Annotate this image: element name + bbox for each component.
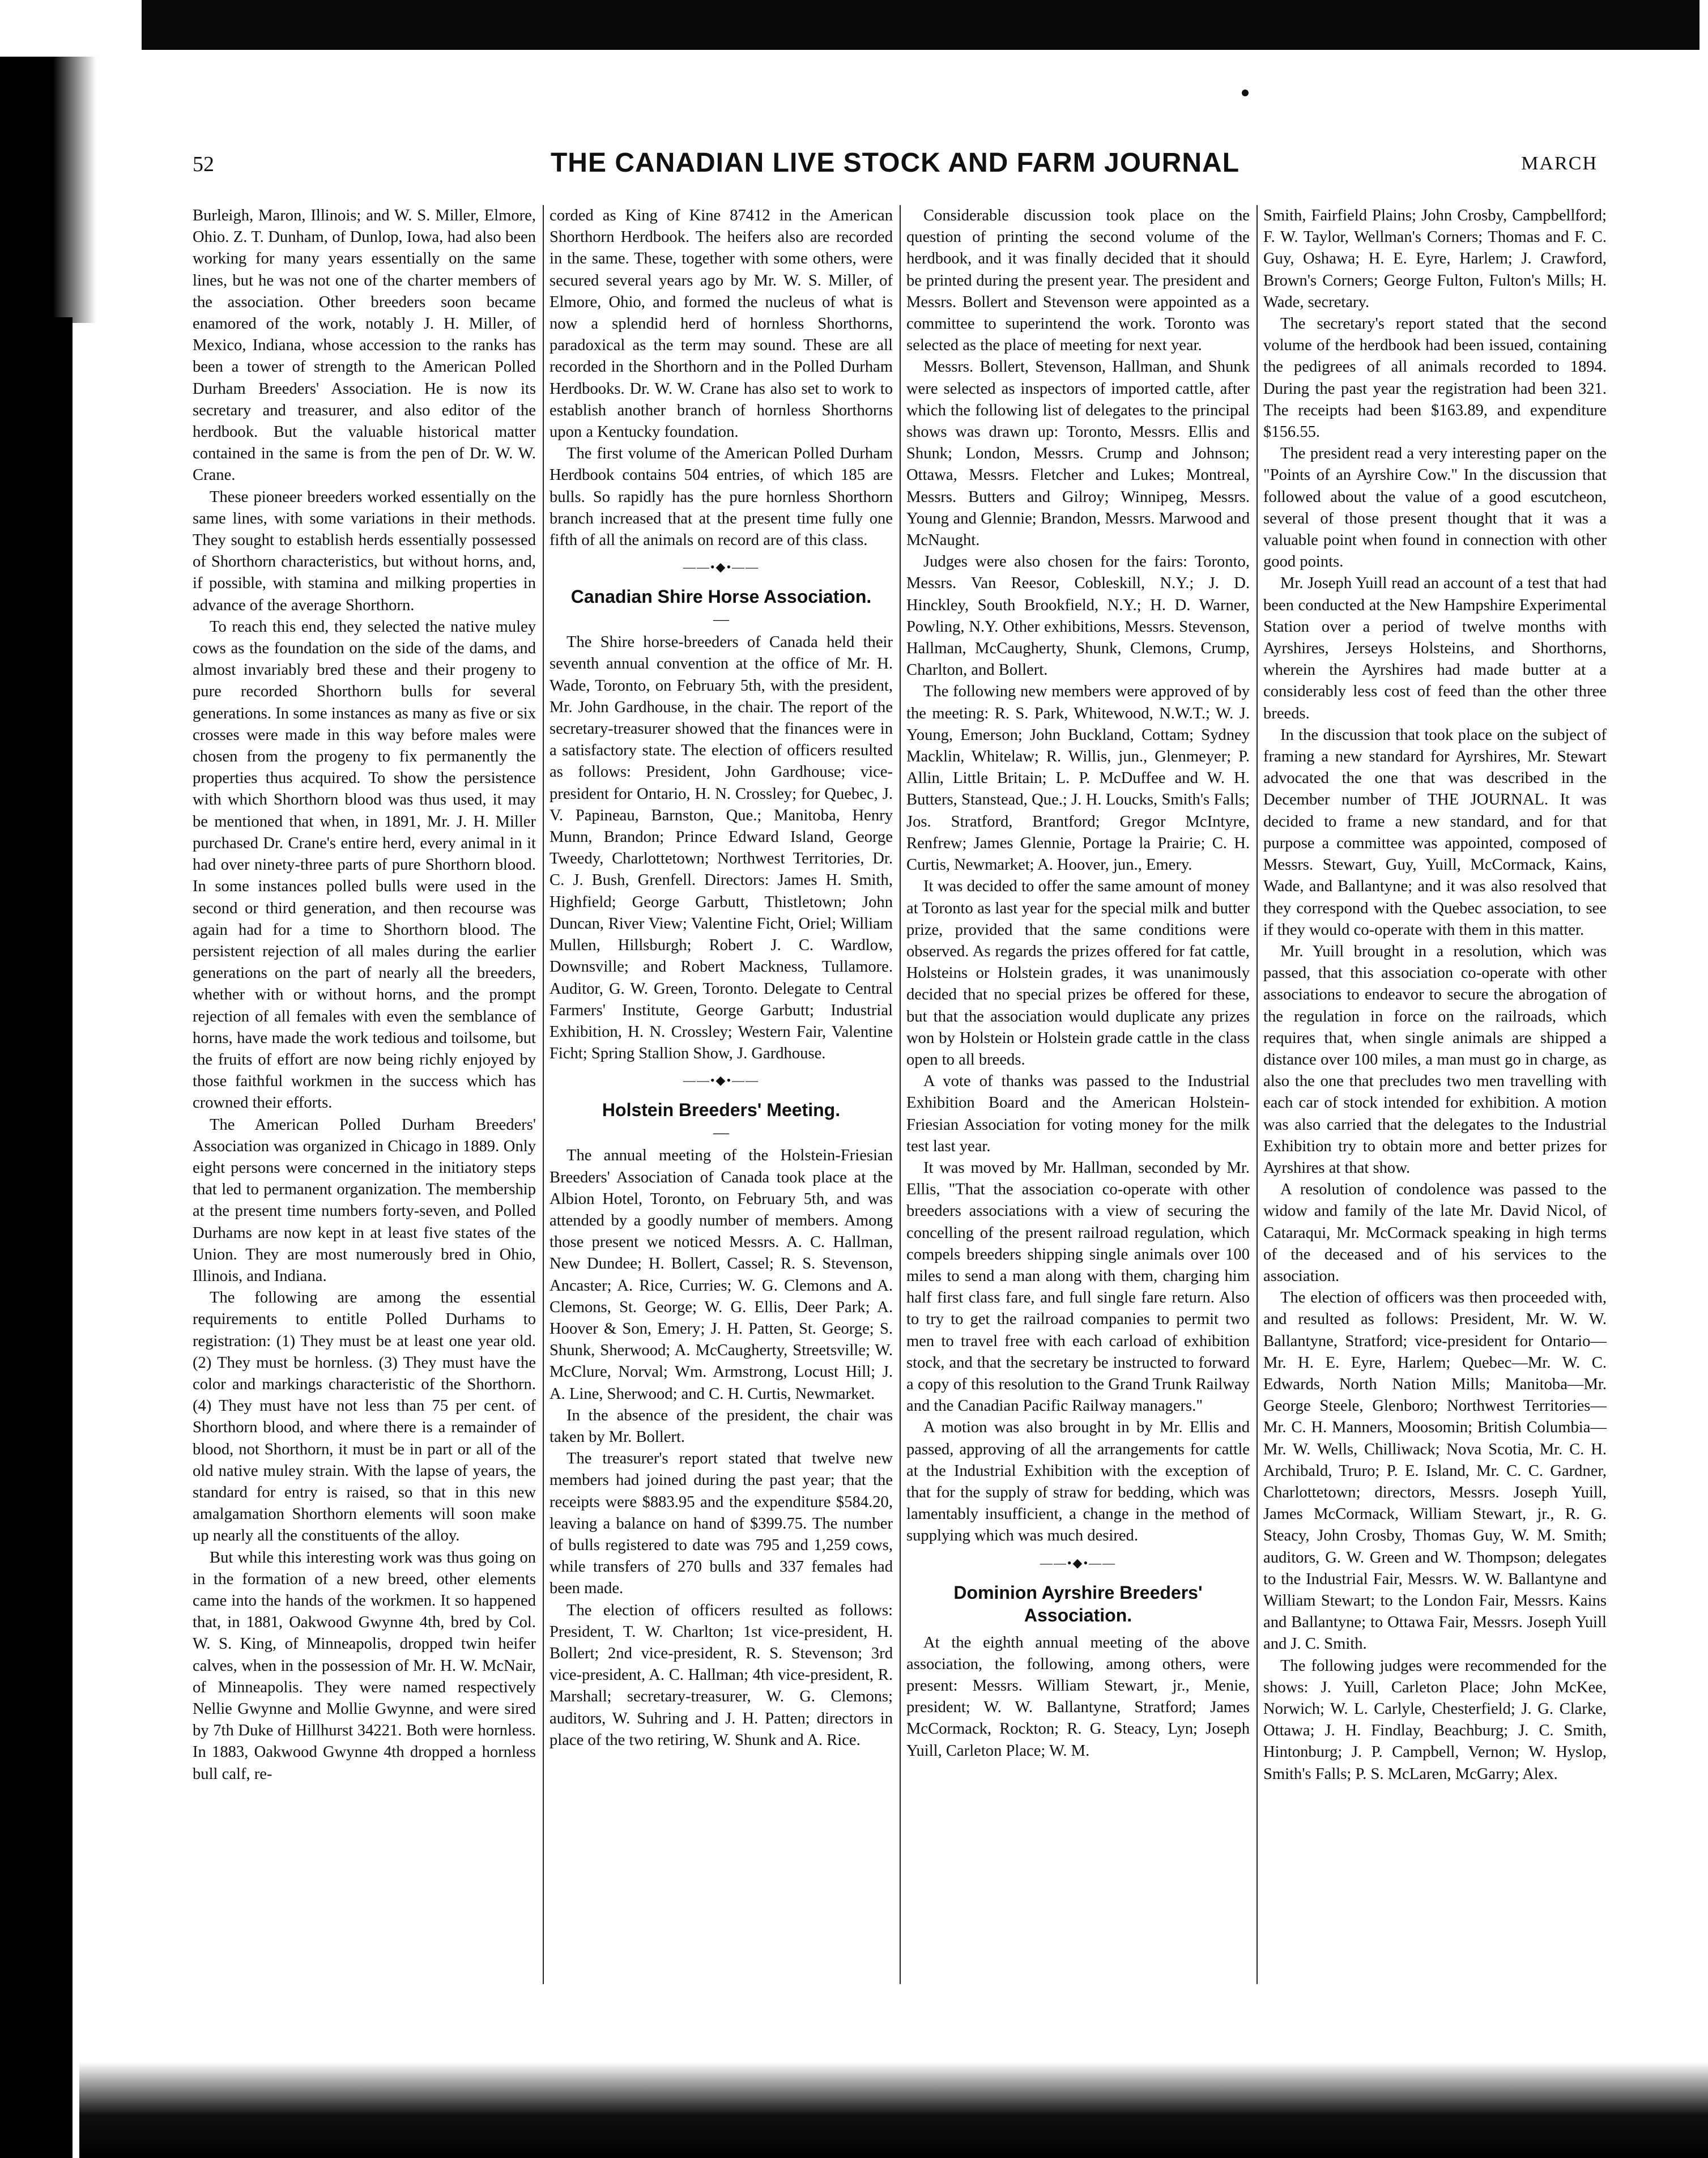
paragraph: Smith, Fairfield Plains; John Crosby, Campbellford; F. W. Taylor, Wellman's Corners; Thomas and F. C. Guy, Oshawa; H. E. Eyre, Harlem; J. Crawford, Brown's Corners; George Fulton, Fulton's Mills; H. Wade, secretary.	[1263, 207, 1607, 311]
paragraph: At the eighth annual meeting of the above association, the following, among others, were present: Messrs. William Stewart, jr., Menie, president; W. W. Ballantyne, Stratford; James McCormack, Rockton; R. G. Steacy, Lyn; Joseph Yuill, Carleton Place; W. M.	[906, 1633, 1250, 1760]
page-header	[193, 147, 1598, 181]
heading-dash: —	[713, 611, 729, 629]
section-heading-shire-horse: Canadian Shire Horse Association.	[570, 586, 872, 607]
paragraph: The annual meeting of the Holstein-Friesian Breeders' Association of Canada took place at the Albion Hotel, Toronto, on February 5th, and was attended by a goodly number of members. Among those present we noticed Messrs. A. C. Hallman, New Dundee; H. Bollert, Cassel; R. S. Stevenson, Ancaster; A. Rice, Curries; W. G. Clemons and A. Clemons, St. George; W. G. Ellis, Deer Park; A. Hoover & Son, Emery; J. H. Patten, St. George; S. Shunk, Sherwood; A. McCaugherty, Streetsville; W. McClure, Norval; Wm. Armstrong, Locust Hill; J. A. Line, Sherwood; and C. H. Curtis, Newmarket.	[550, 1147, 893, 1403]
paragraph: The first volume of the American Polled Durham Herdbook contains 504 entries, of which 185 are bulls. So rapidly has the pure hornless Shorthorn branch increased that at the present time fully one fifth of all the animals on record are of this class.	[550, 445, 893, 550]
scan-bottom-border	[79, 2062, 1708, 2158]
scan-left-smudge	[0, 57, 96, 323]
ink-speck	[1242, 90, 1249, 96]
paragraph: Considerable discussion took place on the question of printing the second volume of the herdbook, and it was finally decided that it should be printed during the present year. The president and Messrs. Bollert and Stevenson were appointed as a committee to superintend the work. Toronto was selected as the place of meeting for next year.	[906, 207, 1250, 355]
column-rule	[1256, 205, 1258, 1984]
paragraph: The following judges were recommended for the shows: J. Yuill, Carleton Place; John McKee, Norwich; W. L. Carlyle, Chesterfield; J. G. Clarke, Ottawa; J. H. Findlay, Beachburg; J. C. Smith, Hintonburg; J. P. Campbell, Vernon; W. Hyslop, Smith's Falls; P. S. McLaren, McGarry; Alex.	[1263, 1657, 1607, 1783]
paragraph: The Shire horse-breeders of Canada held their seventh annual convention at the office of Mr. H. Wade, Toronto, on February 5th, with the president, Mr. John Gardhouse, in the chair. The report of the secretary-treasurer showed that the finances were in a satisfactory state. The election of officers resulted as follows: President, John Gardhouse; vice-president for Ontario, H. N. Crossley; for Quebec, J. V. Papineau, Barnston, Que.; Manitoba, Henry Munn, Brandon; Prince Edward Island, George Tweedy, Charlottetown; Northwest Territories, Dr. C. J. Bush, Grenfell. Directors: James H. Smith, Highfield; George Garbutt, Thistletown; John Duncan, River View; Valentine Ficht, Oriel; William Mullen, Hillsburgh; Robert J. C. Wardlow, Downsville; and Robert Mackness, Tullamore. Auditor, G. W. Green, Toronto. Delegate to Central Farmers' Institute, George Garbutt; Industrial Exhibition, H. N. Crossley; Western Fair, Valentine Ficht; Spring Stallion Show, J. Gardhouse.	[550, 633, 893, 1063]
paragraph: corded as King of Kine 87412 in the American Shorthorn Herdbook. The heifers also are recorded in the same. These, together with some others, were secured several years ago by Mr. W. S. Miller, of Elmore, Ohio, and formed the nucleus of what is now a splendid herd of hornless Shorthorns, paradoxical as the term may sound. These are all recorded in the Shorthorn and in the Polled Durham Herdbooks. Dr. W. W. Crane has also set to work to establish another branch of hornless Shorthorns upon a Kentucky foundation.	[550, 207, 893, 441]
scan-top-border	[142, 0, 1700, 50]
paragraph: A motion was also brought in by Mr. Ellis and passed, approving of all the arrangements for cattle at the Industrial Exhibition with the exception of that for the supply of straw for bedding, which was lamentably insufficient, a change in the method of supplying which was much desired.	[906, 1419, 1250, 1545]
paragraph: Messrs. Bollert, Stevenson, Hallman, and Shunk were selected as inspectors of imported cattle, after which the following list of delegates to the principal shows was drawn up: Toronto, Messrs. Ellis and Shunk; London, Messrs. Crump and Johnson; Ottawa, Messrs. Fletcher and Lukes; Montreal, Messrs. Butters and Gilroy; Winnipeg, Messrs. Young and Glennie; Brandon, Messrs. Marwood and McNaught.	[906, 358, 1250, 550]
paragraph: Burleigh, Maron, Illinois; and W. S. Miller, Elmore, Ohio. Z. T. Dunham, of Dunlop, Iowa, had also been working for many years essentially on the same lines, but he was not one of the charter members of the association. Other breeders soon became enamored of the work, notably J. H. Miller, of Mexico, Indiana, whose accession to the ranks has been a tower of strength to the American Polled Durham Breeders' Association. He is now its secretary and treasurer, and also editor of the herdbook. But the valuable historical matter contained in the same is from the pen of Dr. W. W. Crane.	[193, 207, 536, 484]
paragraph: It was decided to offer the same amount of money at Toronto as last year for the special milk and butter prize, provided that the same conditions were observed. As regards the prizes offered for fat cattle, Holsteins or Holstein grades, it was unanimously decided that no special prizes be offered for these, but that the association would duplicate any prizes won by Holstein or Holstein grade cattle in the class open to all breeds.	[906, 878, 1250, 1069]
paragraph: The president read a very interesting paper on the "Points of an Ayrshire Cow." In the discussion that followed about the value of a good escutcheon, several of those present thought that it was a valuable point when found in connection with other good points.	[1263, 445, 1607, 571]
column-2	[550, 205, 893, 1978]
paragraph: Mr. Joseph Yuill read an account of a test that had been conducted at the New Hampshire Experimental Station over a period of twelve months with Ayrshires, Jerseys Holsteins, and Shorthorns, wherein the Ayrshires had made butter at a considerably less cost of feed than the other three breeds.	[1263, 574, 1607, 722]
paragraph: A vote of thanks was passed to the Industrial Exhibition Board and the American Holstein-Friesian Association for voting money for the milk test last year.	[906, 1072, 1250, 1155]
paragraph: In the absence of the president, the chair was taken by Mr. Bollert.	[550, 1406, 893, 1446]
journal-title: THE CANADIAN LIVE STOCK AND FARM JOURNAL	[550, 148, 1240, 178]
paragraph: The following are among the essential requirements to entitle Polled Durhams to registration: (1) They must be at least one year old. (2) They must be hornless. (3) They must have the color and markings characteristic of the Shorthorn. (4) They must have not less than 75 per cent. of Shorthorn blood, and where there is a remainder of blood, not Shorthorn, it must be in part or all of the old native muley strain. With the lapse of years, the standard for entry is raised, so that in this new amalgamation Shorthorn elements will soon make up nearly all the constituents of the alloy.	[193, 1289, 536, 1545]
paragraph: A resolution of condolence was passed to the widow and family of the late Mr. David Nicol, of Cataraqui, Mr. McCormack speaking in high terms of the deceased and of his services to the association.	[1263, 1181, 1607, 1285]
paragraph: The American Polled Durham Breeders' Association was organized in Chicago in 1889. Only eight persons were concerned in the initiatory steps that led to permanent organization. The membership at the present time numbers forty-seven, and Polled Durhams are now kept in at least five states of the Union. They are most numerously bred in Ohio, Illinois, and Indiana.	[193, 1116, 536, 1285]
column-1	[193, 205, 536, 1978]
page-number: 52	[193, 152, 214, 176]
paragraph: To reach this end, they selected the native muley cows as the foundation on the side of the dams, and almost invariably bred these and their progeny to pure recorded Shorthorn bulls for several generations. In some instances as many as five or six crosses were made in this way before males were chosen from the progeny to fix permanently the properties thus acquired. To show the persistence with which Shorthorn blood was thus used, it may be mentioned that when, in 1891, Mr. J. H. Miller purchased Dr. Crane's entire herd, every animal in it had over ninety-three parts of pure Shorthorn blood. In some instances polled bulls were used in the second or third generation, and then recourse was again had for a time to Shorthorn blood. The persistent rejection of all males during the earlier generations on the part of nearly all the breeders, whether with or without horns, and the prompt rejection of all females with even the semblance of horns, have made the work tedious and toilsome, but the fruits of effort are now being richly enjoyed by those faithful workmen in the success which has crowned their efforts.	[193, 618, 536, 1112]
paragraph: The secretary's report stated that the second volume of the herdbook had been issued, containing the pedigrees of all animals recorded to 1894. During the past year the registration had been 321. The receipts had been $163.89, and expenditure $156.55.	[1263, 315, 1607, 441]
paragraph: Mr. Yuill brought in a resolution, which was passed, that this association co-operate with other associations to endeavor to secure the abrogation of the regulation in force on the railroads, which requires that, when single animals are shipped a distance over 100 miles, a man must go in charge, as also the one that precludes two men travelling with each car of stock intended for exhibition. A motion was also carried that the delegates to the Industrial Exhibition try to obtain more and better prizes for Ayrshires at that show.	[1263, 942, 1607, 1177]
section-heading-holstein: Holstein Breeders' Meeting.	[602, 1100, 841, 1121]
paragraph: But while this interesting work was thus going on in the formation of a new breed, other elements came into the hands of the workmen. It so happened that, in 1881, Oakwood Gwynne 4th, bred by Col. W. S. King, of Minneapolis, dropped twin heifer calves, when in the possession of Mr. H. W. McNair, of Minneapolis. They were named respectively Nellie Gwynne and Mollie Gwynne, and were sired by 7th Duke of Hillhurst 34221. Both were hornless. In 1883, Oakwood Gwynne 4th dropped a hornless bull calf, re-	[193, 1548, 536, 1783]
column-3	[906, 205, 1250, 1978]
paragraph: These pioneer breeders worked essentially on the same lines, with some variations in their methods. They sought to establish herds essentially possessed of Shorthorn characteristics, but without horns, and, if possible, with stamina and milking properties in advance of the average Shorthorn.	[193, 488, 536, 614]
column-rule	[900, 205, 901, 1984]
section-ornament: ——•◆•——	[683, 1073, 760, 1088]
heading-dash: —	[713, 1124, 729, 1142]
paragraph: It was moved by Mr. Hallman, seconded by Mr. Ellis, "That the association co-operate with other breeders associations with a view of securing the concelling of the present railroad regulation, which compels breeders shipping single animals over 100 miles to send a man along with them, charging him half first class fare, and full single fare return. Also to try to get the railroad companies to permit two men to travel free with each carload of exhibition stock, and that the secretary be instructed to forward a copy of this resolution to the Grand Trunk Railway and the Canadian Pacific Railway managers."	[906, 1159, 1250, 1415]
column-4	[1263, 205, 1607, 1978]
section-ornament: ——•◆•——	[683, 560, 760, 574]
paragraph: The election of officers resulted as follows: President, T. W. Charlton; 1st vice-president, H. Bollert; 2nd vice-president, R. S. Stevenson; 3rd vice-president, A. C. Hallman; 4th vice-president, R. Marshall; secretary-treasurer, W. G. Clemons; auditors, W. Suhring and J. H. Patten; directors in place of the two retiring, W. Shunk and A. Rice.	[550, 1601, 893, 1749]
paragraph: In the discussion that took place on the subject of framing a new standard for Ayrshires, Mr. Stewart advocated the one that was described in the December number of THE JOURNAL. It was decided to frame a new standard, and for that purpose a committee was appointed, composed of Messrs. Stewart, Guy, Yuill, McCormack, Kains, Wade, and Ballantyne; and it was also resolved that they correspond with the Quebec association, to see if they would co-operate with them in this matter.	[1263, 726, 1607, 939]
issue-month: MARCH	[1521, 153, 1598, 174]
scan-left-border	[0, 317, 73, 2158]
paragraph: The treasurer's report stated that twelve new members had joined during the past year; that the receipts were $883.95 and the expenditure $584.20, leaving a balance on hand of $399.75. The number of bulls registered to date was 795 and 1,259 cows, while transfers of 270 bulls and 337 females had been made.	[550, 1450, 893, 1598]
section-heading-ayrshire: Dominion Ayrshire Breeders' Association.	[953, 1582, 1203, 1625]
paragraph: The following new members were approved of by the meeting: R. S. Park, Whitewood, N.W.T.; W. J. Young, Emerson; John Buckland, Cottam; Sydney Macklin, Whitelaw; R. Willis, jun., Glenmeyer; P. Allin, Little Britain; L. P. McDuffee and W. H. Butters, Stanstead, Que.; J. H. Loucks, Smith's Falls; Jos. Stratford, Brantford; Gregor McIntyre, Renfrew; James Glennie, Portage la Prairie; C. H. Curtis, Newmarket; A. Hoover, jun., Emery.	[906, 683, 1250, 874]
column-rule	[543, 205, 544, 1984]
section-ornament: ——•◆•——	[1040, 1555, 1117, 1570]
paragraph: Judges were also chosen for the fairs: Toronto, Messrs. Van Reesor, Cobleskill, N.Y.; J. D. Hinckley, South Brookfield, N.Y.; H. D. Warner, Powling, N.Y. Other exhibitions, Messrs. Stevenson, Hallman, McCaugherty, Shunk, Clemons, Crump, Charlton, and Bollert.	[906, 553, 1250, 679]
paragraph: The election of officers was then proceeded with, and resulted as follows: President, Mr. W. W. Ballantyne, Stratford; vice-president for Ontario—Mr. H. E. Eyre, Harlem; Quebec—Mr. W. C. Edwards, North Nation Mills; Manitoba—Mr. George Steele, Glenboro; Northwest Territories—Mr. C. H. Manners, Moosomin; British Columbia—Mr. W. Wells, Chilliwack; Nova Scotia, Mr. C. H. Archibald, Truro; P. E. Island, Mr. C. C. Gardner, Charlottetown; directors, Messrs. Joseph Yuill, James McCormack, William Stewart, jr., R. G. Steacy, John Crosby, Thomas Guy, W. M. Smith; auditors, G. W. Green and W. Thompson; delegates to the Industrial Fair, Messrs. W. W. Ballantyne and William Stewart; to the London Fair, Messrs. Kains and Ballantyne; to Ottawa Fair, Messrs. Joseph Yuill and J. C. Smith.	[1263, 1289, 1607, 1653]
